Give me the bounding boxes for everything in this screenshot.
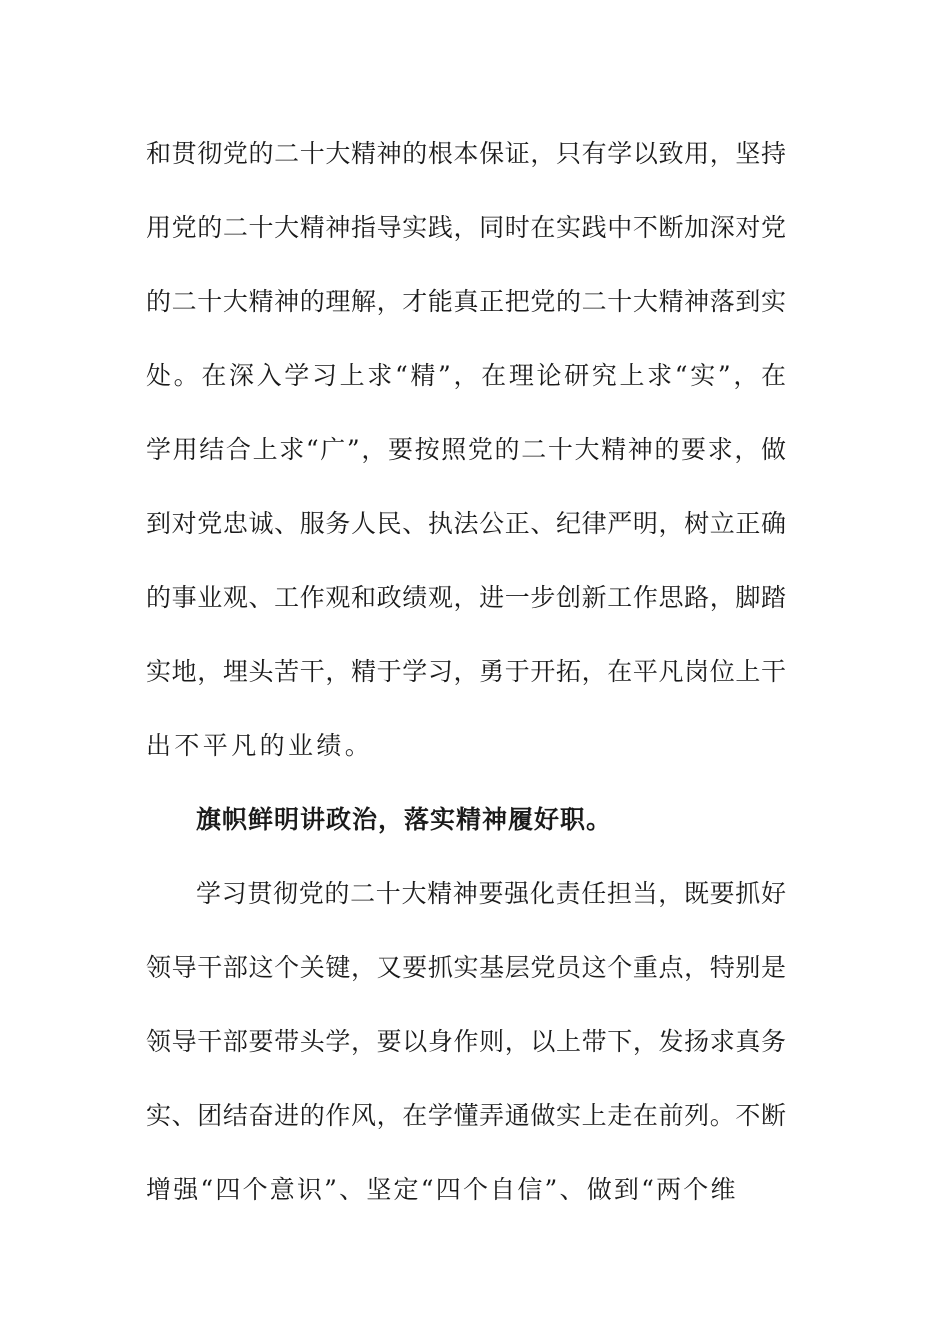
paragraph-1-line-9: 出不平凡的业绩。 <box>146 731 374 760</box>
paragraph-2-line-3: 领导干部要带头学，要以身作则，以上带下，发扬求真务 <box>146 1027 786 1056</box>
paragraph-1-line-4: 处。在深入学习上求“精”，在理论研究上求“实”，在 <box>146 361 786 390</box>
section-heading: 旗帜鲜明讲政治，落实精神履好职。 <box>196 805 613 834</box>
paragraph-1-line-1: 和贯彻党的二十大精神的根本保证，只有学以致用，坚持 <box>146 139 786 168</box>
paragraph-2-line-4: 实、团结奋进的作风，在学懂弄通做实上走在前列。不断 <box>146 1101 786 1130</box>
paragraph-2-line-2: 领导干部这个关键，又要抓实基层党员这个重点，特别是 <box>146 953 786 982</box>
paragraph-2-line-5: 增强“四个意识”、坚定“四个自信”、做到“两个维 <box>146 1175 738 1204</box>
paragraph-1-line-8: 实地，埋头苦干，精于学习，勇于开拓，在平凡岗位上干 <box>146 657 786 686</box>
paragraph-1-line-6: 到对党忠诚、服务人民、执法公正、纪律严明，树立正确 <box>146 509 786 538</box>
paragraph-1-line-5: 学用结合上求“广”，要按照党的二十大精神的要求，做 <box>146 435 786 464</box>
paragraph-1-line-3: 的二十大精神的理解，才能真正把党的二十大精神落到实 <box>146 287 786 316</box>
paragraph-2-line-1: 学习贯彻党的二十大精神要强化责任担当，既要抓好 <box>196 879 786 908</box>
paragraph-1-line-2: 用党的二十大精神指导实践，同时在实践中不断加深对党 <box>146 213 786 242</box>
paragraph-1-line-7: 的事业观、工作观和政绩观，进一步创新工作思路，脚踏 <box>146 583 786 612</box>
